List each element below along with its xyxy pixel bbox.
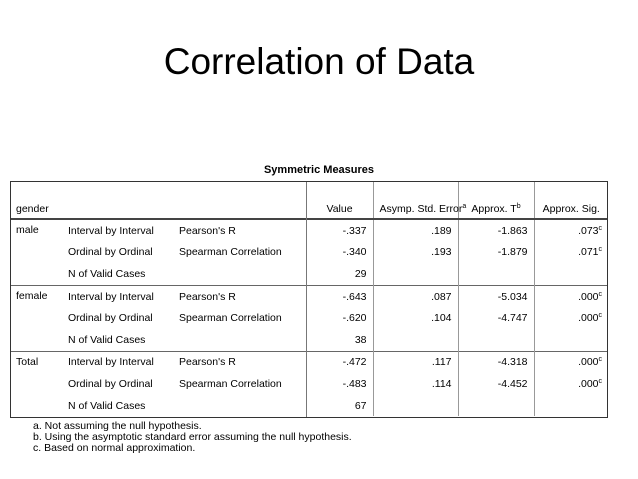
row-type: Ordinal by Ordinal (68, 312, 153, 325)
row-type: Ordinal by Ordinal (68, 246, 153, 259)
cell-approx-sig (534, 373, 608, 395)
cell-value: 29 (306, 263, 373, 285)
table-caption: Symmetric Measures (263, 164, 375, 176)
cell-approx-sig (534, 307, 608, 329)
column-divider (306, 181, 307, 417)
row-type: N of Valid Cases (68, 399, 146, 412)
cell-asymp-std-error: .117 (373, 351, 458, 373)
cell-value: 38 (306, 329, 373, 351)
cell-asymp-std-error (373, 329, 458, 351)
cell-value: -.483 (306, 373, 373, 395)
table-row (10, 395, 608, 417)
footnote-marker: b (516, 203, 521, 210)
table-row (10, 351, 608, 373)
cell-value: -.620 (306, 307, 373, 329)
header-approx-sig: Approx. Sig. (534, 181, 608, 219)
cell-value: -.337 (306, 219, 373, 242)
group-2 (10, 351, 608, 416)
cell-approx-sig (534, 263, 608, 285)
cell-approx-t: -1.879 (458, 242, 534, 264)
row-measure: Spearman Correlation (179, 246, 282, 259)
row-measure (173, 263, 306, 285)
cell-approx-t: -4.452 (458, 373, 534, 395)
row-measure: Pearson's R (173, 351, 306, 373)
symmetric-measures-table (10, 181, 608, 416)
footnote-a: a. Not assuming the null hypothesis. (33, 420, 202, 432)
cell-value: 67 (306, 395, 373, 417)
table-row (10, 373, 608, 395)
cell-asymp-std-error: .087 (373, 285, 458, 307)
sig-value: .000 (578, 377, 599, 390)
footnote-marker: c (598, 312, 603, 320)
cell-approx-sig (534, 219, 608, 242)
table-row (10, 329, 608, 351)
row-type: Interval by Interval (62, 285, 173, 307)
footnote-marker: c (598, 224, 603, 232)
header-gender: gender (10, 181, 306, 219)
header-asymp-std-error-label: Asymp. Std. Error (379, 203, 463, 215)
cell-approx-sig (534, 242, 608, 264)
cell-approx-t: -1.863 (458, 219, 534, 242)
row-measure: Spearman Correlation (179, 312, 282, 325)
header-value: Value (306, 181, 373, 219)
cell-approx-t: -4.747 (458, 307, 534, 329)
cell-asymp-std-error: .189 (373, 219, 458, 242)
table-row (10, 285, 608, 307)
header-asymp-std-error (373, 181, 467, 219)
table-row (10, 242, 608, 264)
footnote-marker: c (598, 246, 603, 254)
footnotes (33, 421, 352, 454)
row-measure (173, 329, 306, 351)
cell-approx-t (458, 263, 534, 285)
cell-approx-sig (534, 395, 608, 417)
row-measure (173, 395, 306, 417)
table-row (10, 307, 608, 329)
cell-asymp-std-error (373, 395, 458, 417)
row-type: N of Valid Cases (68, 267, 146, 280)
cell-asymp-std-error: .104 (373, 307, 458, 329)
header-row (10, 181, 608, 219)
table-row (10, 219, 608, 242)
footnote-c: c. Based on normal approximation. (33, 442, 196, 454)
row-measure: Spearman Correlation (179, 377, 282, 390)
cell-approx-t: -5.034 (458, 285, 534, 307)
row-type: N of Valid Cases (68, 333, 146, 346)
cell-approx-sig (534, 285, 608, 307)
cell-value: -.340 (306, 242, 373, 264)
group-label: female (10, 285, 62, 351)
footnote-marker: a (462, 203, 467, 210)
footnote-marker: c (598, 290, 603, 298)
footnote-marker: c (598, 377, 603, 385)
row-measure: Pearson's R (179, 224, 236, 237)
cell-asymp-std-error: .114 (373, 373, 458, 395)
row-type: Interval by Interval (68, 224, 154, 237)
sig-value: .000 (578, 356, 599, 369)
group-0 (10, 219, 608, 285)
cell-approx-sig (534, 351, 608, 373)
sig-value: .000 (578, 290, 599, 303)
row-type: Ordinal by Ordinal (68, 377, 153, 390)
cell-asymp-std-error (373, 263, 458, 285)
row-type: Interval by Interval (62, 351, 173, 373)
header-approx-t-label: Approx. T (471, 203, 517, 215)
cell-approx-sig (534, 329, 608, 351)
row-measure: Pearson's R (173, 285, 306, 307)
cell-approx-t: -4.318 (458, 351, 534, 373)
cell-approx-t (458, 329, 534, 351)
footnote-b: b. Using the asymptotic standard error assuming the null hypothesis. (33, 431, 352, 443)
footnote-marker: c (598, 356, 603, 364)
sig-value: .000 (578, 312, 599, 325)
group-1 (10, 285, 608, 351)
group-label: Total (10, 351, 62, 416)
cell-approx-t (458, 395, 534, 417)
group-label: male (16, 224, 39, 236)
table-row (10, 263, 608, 285)
cell-value: -.472 (306, 351, 373, 373)
cell-value: -.643 (306, 285, 373, 307)
cell-asymp-std-error: .193 (373, 242, 458, 264)
slide-title: Correlation of Data (163, 41, 475, 82)
header-approx-t (458, 181, 534, 219)
sig-value: .073 (578, 224, 599, 237)
sig-value: .071 (578, 246, 599, 259)
